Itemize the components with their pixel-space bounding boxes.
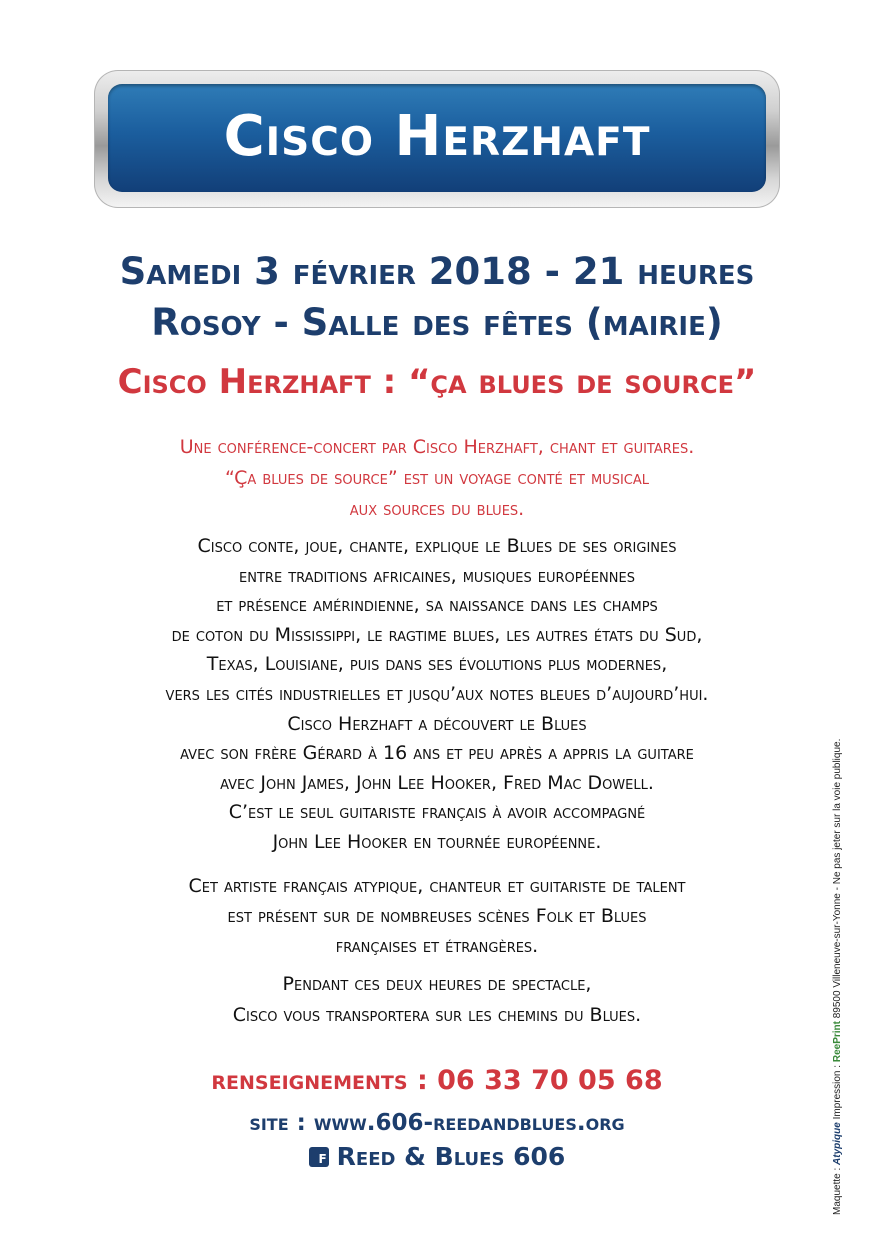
description-line: Cisco vous transportera sur les chemins du Blues. <box>232 1004 642 1026</box>
credit-address: 89500 Villeneuve-sur-Yonne - Ne pas jeter sur la voie publique. <box>832 738 843 1022</box>
facebook-line <box>0 1142 874 1171</box>
maquette-label: Maquette : <box>832 1164 843 1215</box>
title-banner <box>94 70 780 208</box>
website-link[interactable]: www.606-reedandblues.org <box>313 1110 625 1136</box>
description-line: de coton du Mississippi, le ragtime blues, les autres états du Sud, <box>171 623 703 646</box>
artist-title: Cisco Herzhaft <box>223 103 651 169</box>
description-line: Cisco Herzhaft a découvert le Blues <box>287 712 587 735</box>
description-line: vers les cités industrielles et jusqu’aux notes bleues d’aujourd’hui. <box>165 682 709 705</box>
website-line <box>0 1110 874 1136</box>
impression-label: Impression : <box>832 1062 843 1123</box>
description-line: françaises et étrangères. <box>335 935 539 957</box>
intro-line: aux sources du blues. <box>349 498 525 520</box>
facebook-icon: f <box>309 1147 329 1167</box>
description-line: Texas, Louisiane, puis dans ses évolutions plus modernes, <box>206 653 668 676</box>
description-line: et présence amérindienne, sa naissance dans les champs <box>216 594 658 617</box>
description-line: avec John James, John Lee Hooker, Fred Mac Dowell. <box>220 771 654 794</box>
contact-label: renseignements : <box>211 1065 438 1096</box>
description-line: entre traditions africaines, musiques européennes <box>239 564 635 587</box>
event-place: Rosoy - Salle des fêtes (mairie) <box>151 301 723 344</box>
title-banner-inner <box>108 84 766 192</box>
description-line: avec son frère Gérard à 16 ans et peu après a appris la guitare <box>180 742 694 765</box>
print-credit <box>832 739 843 1215</box>
event-subtitle: Cisco Herzhaft : “ça blues de source” <box>117 362 757 402</box>
phone-number[interactable]: 06 33 70 05 68 <box>437 1065 663 1096</box>
intro-line: “Ça blues de source” est un voyage conté et musical <box>224 467 649 489</box>
description-line: John Lee Hooker en tournée européenne. <box>272 830 602 853</box>
event-date: Samedi 3 février 2018 - 21 heures <box>119 250 755 293</box>
description-paragraph-3 <box>0 969 874 1031</box>
facebook-page-link[interactable]: Reed & Blues 606 <box>336 1142 566 1171</box>
atypique-logo: Atypique <box>832 1122 843 1165</box>
description-paragraph-1 <box>0 532 874 858</box>
intro-line: Une conférence-concert par Cisco Herzhaft, chant et guitares. <box>179 436 695 458</box>
reeprint-logo: ReePrint <box>832 1021 843 1063</box>
description-line: Cisco conte, joue, chante, explique le Blues de ses origines <box>197 535 677 557</box>
contact-phone-line <box>0 1065 874 1096</box>
description-line: est présent sur de nombreuses scènes Folk et Blues <box>227 905 647 927</box>
description-line: Cet artiste français atypique, chanteur et guitariste de talent <box>188 875 686 897</box>
site-label: site : <box>249 1110 314 1136</box>
description-line: Pendant ces deux heures de spectacle, <box>282 973 592 995</box>
description-line: C’est le seul guitariste français à avoir accompagné <box>228 801 646 824</box>
intro-text <box>0 432 874 525</box>
description-paragraph-2 <box>0 871 874 961</box>
